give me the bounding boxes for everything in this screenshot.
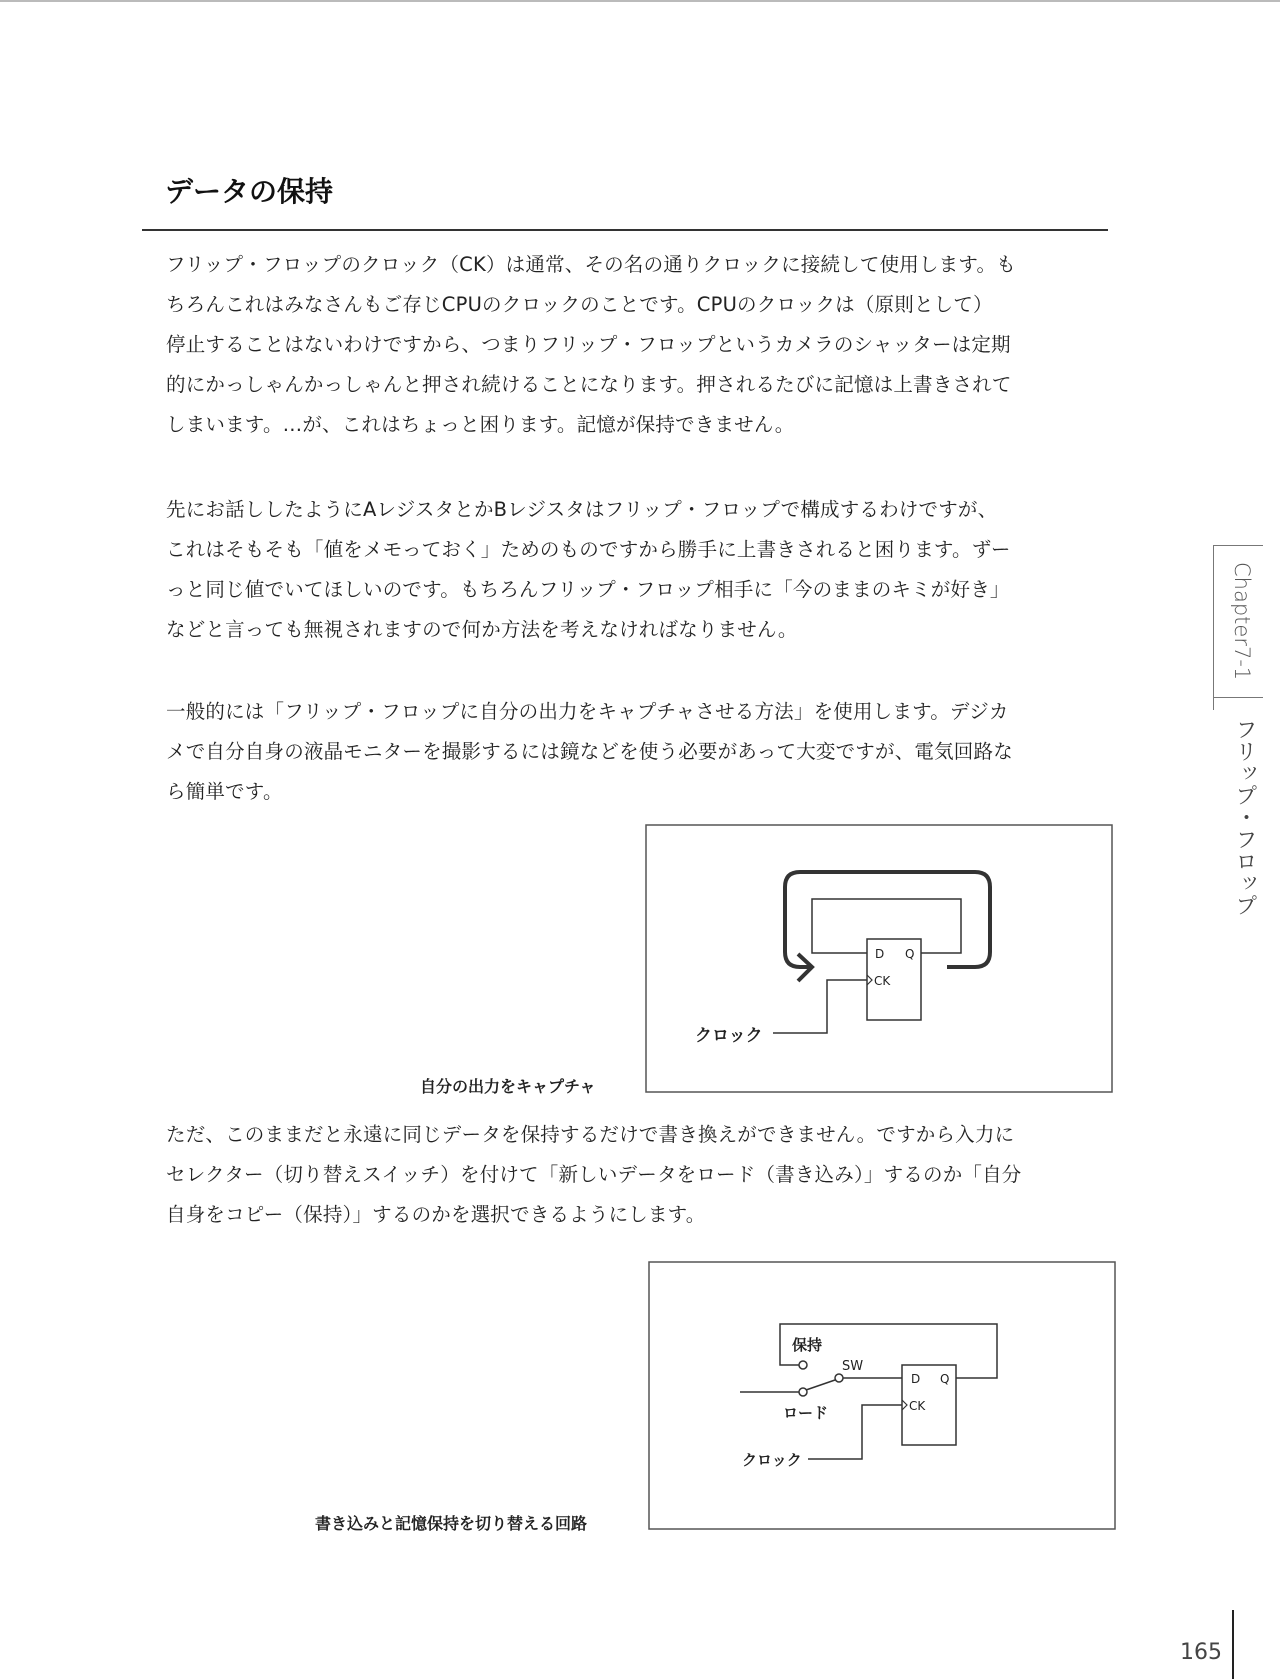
- side-tab-rule-top: [1213, 545, 1263, 546]
- clock-wire: [773, 980, 867, 1033]
- page-number: 165: [1180, 1640, 1222, 1665]
- clock-label: クロック: [695, 1026, 763, 1046]
- text-line: 先にお話ししたようにAレジスタとかBレジスタはフリップ・フロップで構成するわけですが、: [166, 498, 998, 521]
- text-line: などと言っても無視されますので何か方法を考えなければなりません。: [166, 618, 798, 641]
- text-line: 自身をコピー（保持）」するのかを選択できるようにします。: [166, 1203, 706, 1226]
- figure-frame: [649, 1262, 1115, 1529]
- text-line: フリップ・フロップのクロック（CK）は通常、その名の通りクロックに接続して使用します。も: [166, 253, 1016, 276]
- pin-ck-label: CK: [874, 974, 891, 988]
- switch-label: SW: [842, 1359, 864, 1374]
- clock-label: クロック: [742, 1451, 802, 1469]
- text-line: ただ、このままだと永遠に同じデータを保持するだけで書き換えができません。ですから入力に: [166, 1123, 1015, 1146]
- load-label: ロード: [783, 1404, 829, 1422]
- text-line: ら簡単です。: [166, 780, 283, 803]
- pin-d-label: D: [911, 1372, 921, 1386]
- text-line: 一般的には「フリップ・フロップに自分の出力をキャプチャさせる方法」を使用します。デジカ: [166, 700, 1009, 723]
- text-line: ちろんこれはみなさんもご存じCPUのクロックのことです。CPUのクロックは（原則として）: [166, 293, 993, 316]
- pin-ck-label: CK: [909, 1399, 926, 1413]
- load-terminal: [799, 1388, 807, 1396]
- text-line: メで自分自身の液晶モニターを撮影するには鏡などを使う必要があって大変ですが、電気回路な: [166, 740, 1013, 763]
- hold-terminal: [799, 1361, 807, 1369]
- text-line: 的にかっしゃんかっしゃんと押され続けることになります。押されるたびに記憶は上書きされて: [166, 373, 1012, 396]
- text-line: 停止することはないわけですから、つまりフリップ・フロップというカメラのシャッターは定期: [166, 333, 1011, 356]
- side-tab-rule-mid: [1213, 697, 1263, 698]
- side-tab-rule: [1213, 545, 1214, 710]
- figure-1-caption: 自分の出力をキャプチャ: [420, 1077, 596, 1096]
- figure-selector-circuit: [649, 1262, 1115, 1529]
- section-label: フリップ・フロップ: [1232, 718, 1257, 916]
- switch-lever: [806, 1380, 835, 1390]
- pin-q-label: Q: [940, 1372, 950, 1386]
- hold-label: 保持: [792, 1336, 823, 1354]
- chapter-label: Chapter7-1: [1230, 562, 1254, 681]
- text-line: しまいます。…が、これはちょっと困ります。記憶が保持できません。: [166, 413, 795, 436]
- pin-d-label: D: [875, 947, 885, 961]
- switch-common-terminal: [835, 1374, 843, 1382]
- text-line: これはそもそも「値をメモっておく」ためのものですから勝手に上書きされると困ります。ずー: [166, 538, 1011, 561]
- section-heading: データの保持: [165, 175, 334, 208]
- figure-2-caption: 書き込みと記憶保持を切り替える回路: [315, 1514, 588, 1533]
- text-line: っと同じ値でいてほしいのです。もちろんフリップ・フロップ相手に「今のままのキミが好き」: [166, 578, 1010, 601]
- text-line: セレクター（切り替えスイッチ）を付けて「新しいデータをロード（書き込み）」するのか「自分: [166, 1163, 1022, 1186]
- pin-q-label: Q: [905, 947, 915, 961]
- page-number-rule: [1232, 1610, 1234, 1679]
- feedback-wire: [812, 899, 961, 953]
